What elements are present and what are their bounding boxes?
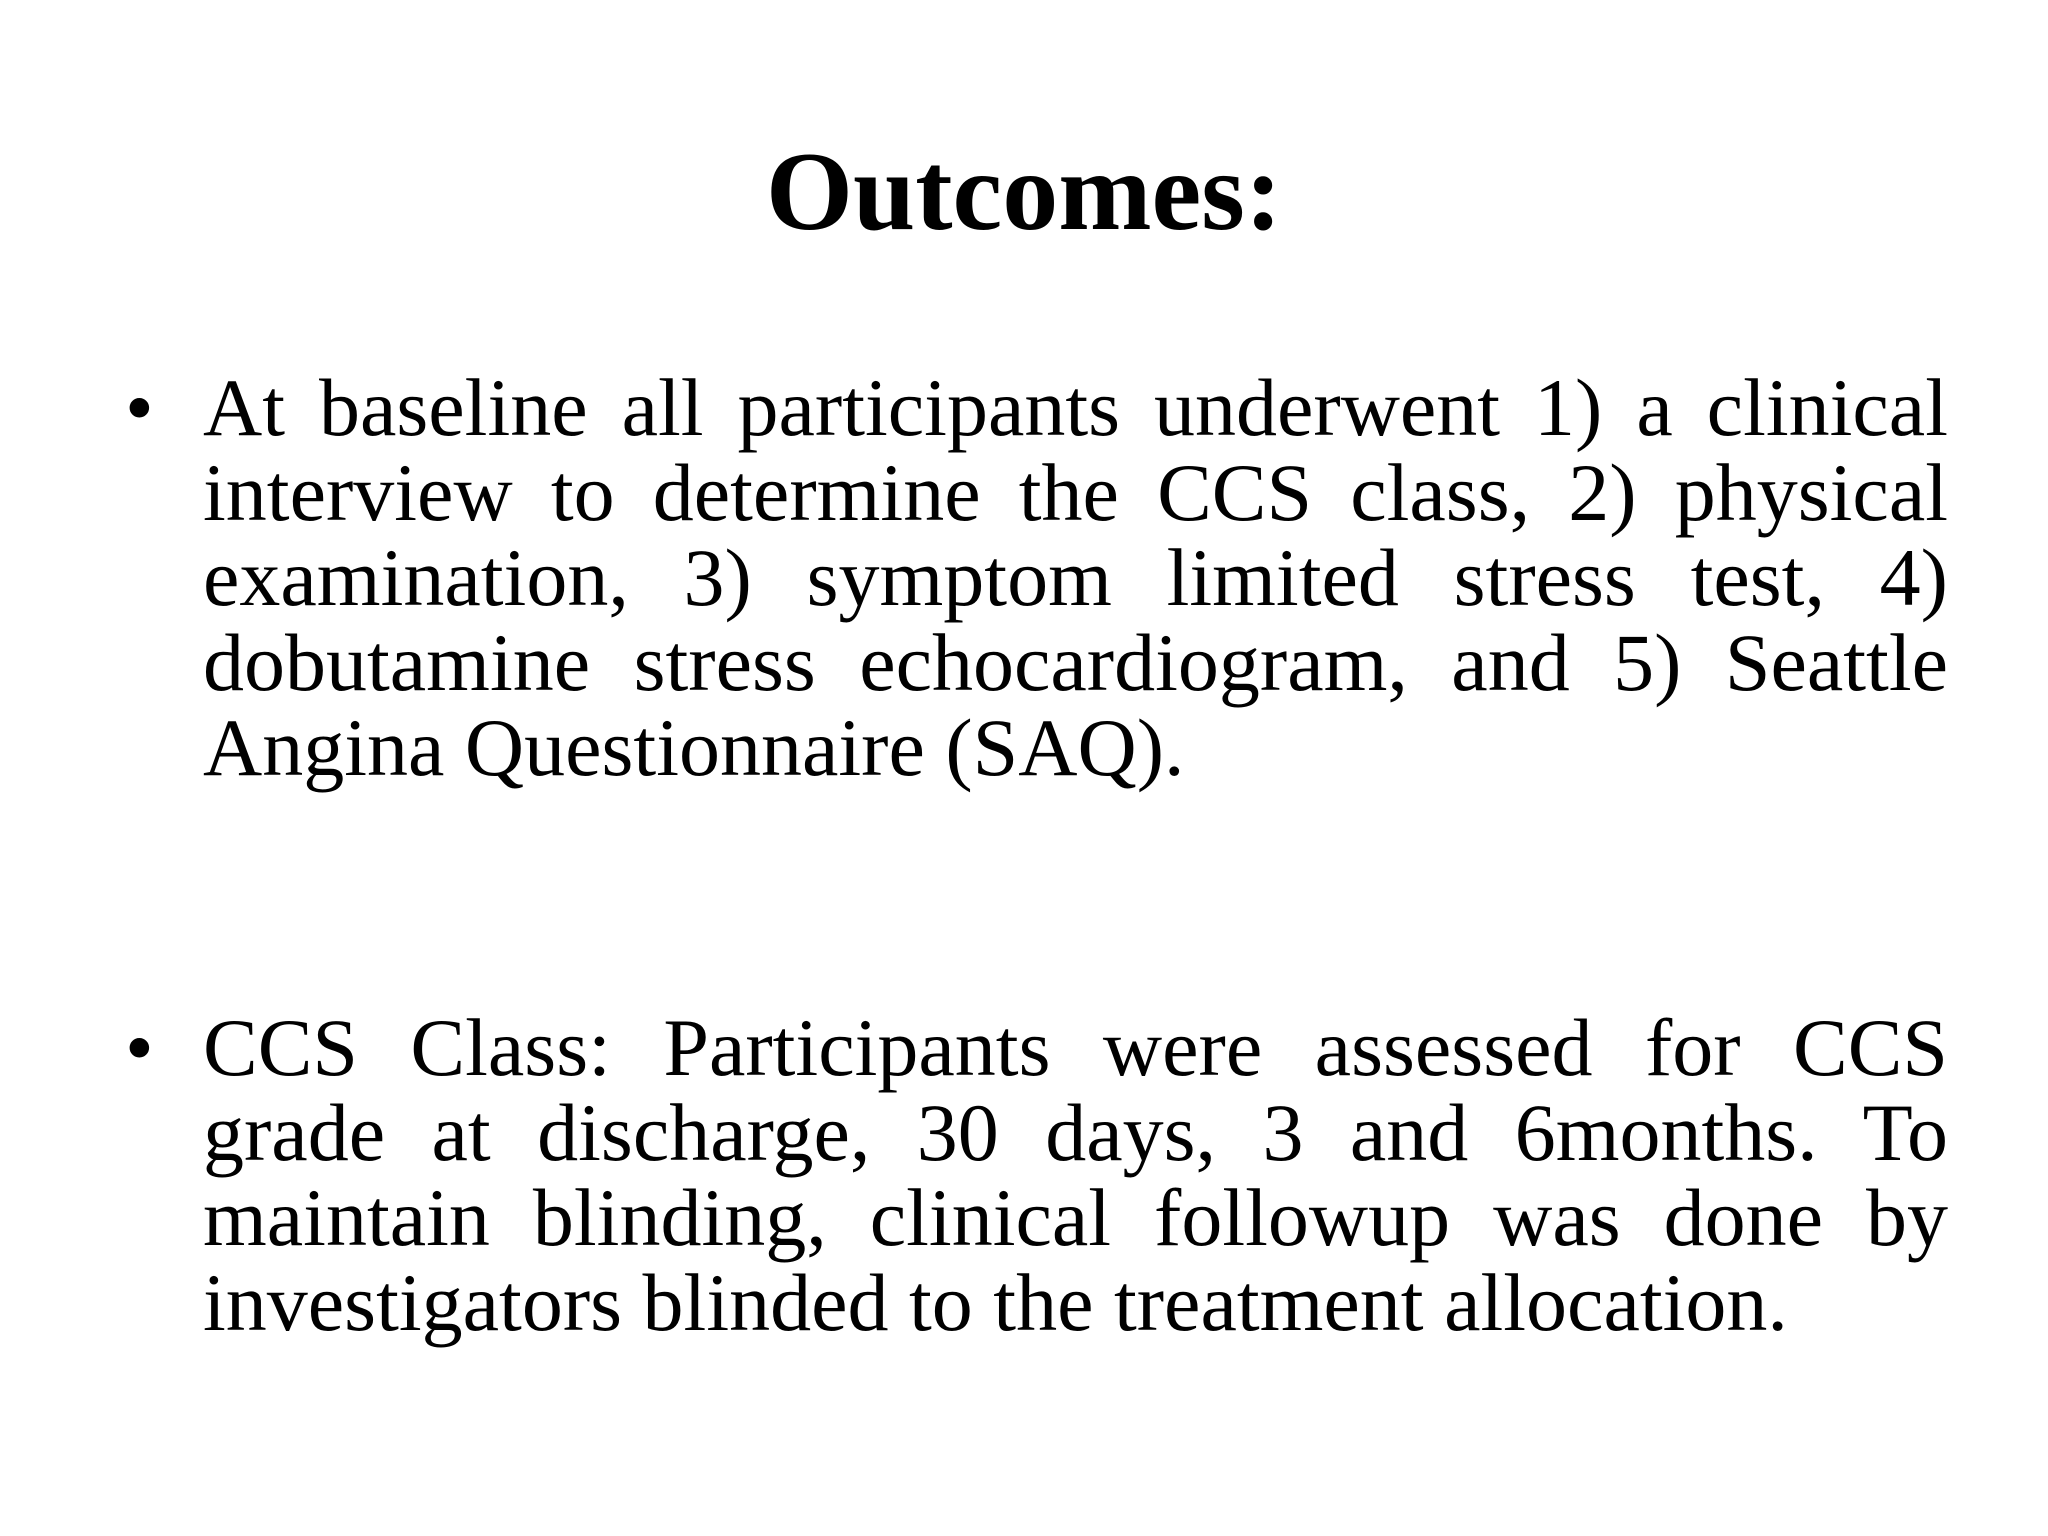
bullet-dot-icon: • [125, 1002, 154, 1093]
bullet-item-ccs-class [125, 1002, 1948, 1348]
bullet-item-baseline [125, 362, 1948, 793]
slide-title: Outcomes: [765, 130, 1283, 254]
bullet-text: CCS Class: Participants were assessed for CCS grade at discharge, 30 days, 3 and 6months. To maintain blinding, clinical followup was done by investigators blinded to the treatment allocation. [203, 1002, 1948, 1348]
bullet-text: At baseline all participants underwent 1) a clinical interview to determine the CCS class, 2) physical examination, 3) symptom limited stress test, 4) dobutamine stress echocardiogram, and 5) Seattle Angina Questionnaire (SAQ). [203, 362, 1948, 793]
bullet-dot-icon: • [125, 362, 154, 453]
